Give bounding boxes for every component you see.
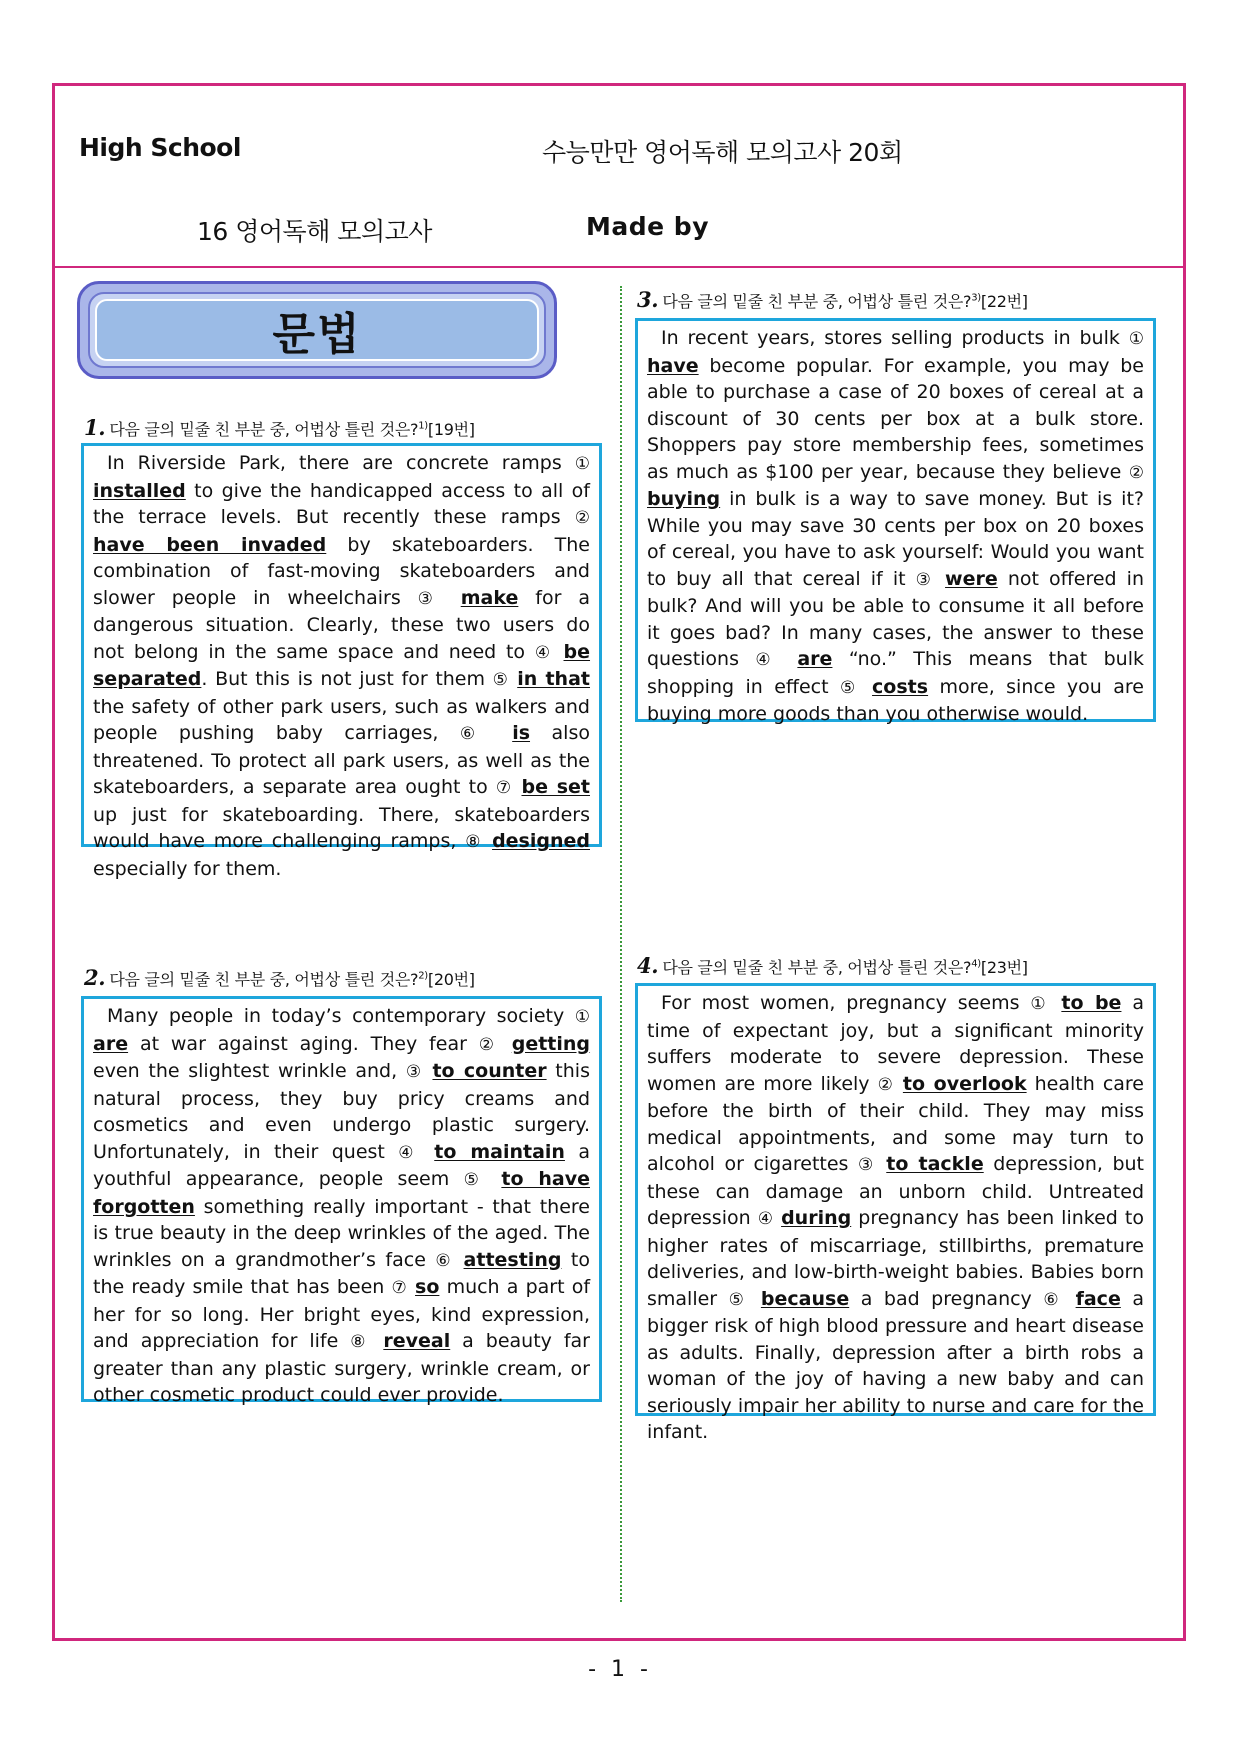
passage-text <box>93 450 590 882</box>
column-divider <box>620 286 622 1602</box>
choice-marker: ④ <box>755 650 781 670</box>
underlined-phrase: are <box>93 1032 129 1055</box>
passage-run: a bad pregnancy <box>849 1287 1044 1310</box>
passage-run <box>749 1288 761 1310</box>
passage-run: In recent years, stores selling products in bulk <box>661 327 1129 349</box>
passage-run <box>444 587 461 609</box>
footnote-ref: 4) <box>971 958 981 970</box>
underlined-phrase: getting <box>511 1032 591 1055</box>
underlined-phrase: installed <box>93 479 186 502</box>
question-prompt: 다음 글의 밑줄 친 부분 중, 어법상 틀린 것은? <box>109 970 419 989</box>
passage-run: For most women, pregnancy seems <box>661 992 1031 1014</box>
underlined-phrase: attesting <box>463 1248 562 1271</box>
underlined-phrase: be separated <box>93 640 591 690</box>
page-number: - 1 - <box>588 1657 652 1682</box>
underlined-phrase: be set <box>521 776 590 798</box>
underlined-phrase: costs <box>872 675 929 698</box>
underlined-phrase: face <box>1075 1287 1121 1310</box>
passage-text <box>647 325 1144 728</box>
passage-run: depression, but these can damage an unborn child. Untreated depression <box>647 1153 1145 1229</box>
made-by-label: Made by <box>586 212 709 241</box>
choice-marker: ④ <box>757 1209 774 1229</box>
passage-text <box>93 1003 590 1409</box>
passage-run: more, since you are buying more goods than you otherwise would. <box>647 675 1144 725</box>
passage-run <box>861 676 872 698</box>
school-name: High School <box>79 133 241 162</box>
question-prompt: 다음 글의 밑줄 친 부분 중, 어법상 틀린 것은? <box>662 292 972 311</box>
passage-run: also threatened. To protect all park users, as well as the skateboarders, a separate area ought to <box>93 722 590 798</box>
choice-marker: ① <box>1030 994 1051 1014</box>
passage-run: much a part of her for so long. Her bright eyes, kind expression, and appreciation for life <box>93 1276 591 1352</box>
underlined-phrase: in that <box>517 668 590 690</box>
question-prompt: 다음 글의 밑줄 친 부분 중, 어법상 틀린 것은? <box>662 958 972 977</box>
passage-run: In Riverside Park, there are concrete ramps <box>107 452 575 474</box>
underlined-phrase: during <box>781 1207 852 1229</box>
question-4-heading <box>637 953 1028 978</box>
underlined-phrase: make <box>460 586 519 609</box>
question-4-passage <box>635 983 1156 1443</box>
underlined-phrase: are <box>797 648 833 670</box>
question-1-passage <box>81 443 602 880</box>
section-banner <box>77 281 557 379</box>
question-number: 4. <box>637 953 659 978</box>
passage-run: up just for skateboarding. There, skateboarders would have more challenging ramps, <box>93 803 590 852</box>
choice-marker: ③ <box>915 569 935 590</box>
underlined-phrase: designed <box>492 830 590 852</box>
section-title: 문법 <box>272 309 362 360</box>
passage-run: pregnancy has been linked to higher rates of miscarriage, stillbirths, premature deliveries, and low-birth-weight babies. Babies born smaller <box>647 1207 1144 1310</box>
choice-marker: ⑥ <box>435 1250 455 1271</box>
passage-run <box>500 1033 512 1055</box>
passage-run <box>781 648 797 670</box>
choice-marker: ⑥ <box>1043 1289 1065 1310</box>
footnote-ref: 2) <box>418 970 428 982</box>
choice-marker: ⑧ <box>350 1332 372 1352</box>
header-divider <box>55 266 1183 268</box>
choice-marker: ⑤ <box>840 677 861 698</box>
passage-run <box>1050 992 1061 1014</box>
passage-run: to the ready smile that has been <box>93 1248 591 1298</box>
choice-marker: ④ <box>398 1142 421 1163</box>
underlined-phrase: because <box>760 1287 850 1310</box>
question-3-passage <box>635 318 1156 725</box>
question-number: 1. <box>84 415 106 440</box>
passage-run: Many people in today’s contemporary society <box>107 1005 575 1027</box>
passage-run <box>371 1330 383 1352</box>
exam-title: 수능만만 영어독해 모의고사 20회 <box>542 138 903 167</box>
passage-run: the safety of other park users, such as walkers and people pushing baby carriages, <box>93 695 590 744</box>
underlined-phrase: were <box>945 567 998 590</box>
underlined-phrase: have <box>647 354 699 377</box>
underlined-phrase: is <box>512 722 531 744</box>
choice-marker: ⑤ <box>728 1289 750 1310</box>
passage-run <box>935 568 945 590</box>
passage-run <box>491 722 513 744</box>
question-2-passage <box>81 996 602 1406</box>
passage-run: become popular. For example, you may be able to purchase a case of 20 boxes of cereal at a discount of 30 cents per box at a bulk store. Shoppers pay store membership fees, sometimes as much as $100 per year, because they believe <box>647 354 1144 483</box>
underlined-phrase: reveal <box>383 1330 451 1352</box>
passage-run: a youthful appearance, people seem <box>93 1140 590 1190</box>
choice-marker: ② <box>478 1034 500 1055</box>
passage-text <box>647 990 1144 1446</box>
question-source: [23번] <box>980 958 1028 977</box>
question-2-heading <box>84 965 475 990</box>
underlined-phrase: to overlook <box>902 1072 1027 1095</box>
choice-marker: ② <box>877 1074 895 1095</box>
underlined-phrase: to have forgotten <box>93 1168 590 1218</box>
question-3-heading <box>637 287 1028 312</box>
choice-marker: ② <box>574 508 590 528</box>
passage-run: this natural process, they buy pricy creams and cosmetics and even undergo plastic surgery. Unfortunately, in their quest <box>93 1060 590 1163</box>
choice-marker: ⑦ <box>391 1278 408 1298</box>
question-source: [20번] <box>427 970 475 989</box>
question-source: [22번] <box>980 292 1028 311</box>
footnote-ref: 1) <box>418 420 428 432</box>
passage-run: something really important - that there is true beauty in the deep wrinkles of the aged. The wrinkles on a grandmother’s face <box>93 1195 590 1271</box>
passage-run: a bigger risk of high blood pressure and heart disease as adults. Finally, depression after a birth robs a woman of the joy of having a new baby and can seriously impair her ability to nurse and care for the infant. <box>647 1287 1145 1443</box>
underlined-phrase: to be <box>1061 992 1122 1014</box>
passage-run: . But this is not just for them <box>201 668 493 690</box>
passage-run: to give the handicapped access to all of the terrace levels. But recently these ramps <box>93 479 590 528</box>
passage-run: “no.” This means that bulk shopping in effect <box>647 648 1144 698</box>
choice-marker: ③ <box>857 1155 877 1175</box>
passage-run: by skateboarders. The combination of fast-moving skateboarders and slower people in wheelchairs <box>93 533 590 609</box>
passage-run <box>454 1249 463 1271</box>
passage-run <box>483 830 492 852</box>
passage-run <box>408 1276 415 1298</box>
choice-marker: ① <box>1128 329 1144 349</box>
passage-run: for a dangerous situation. Clearly, these two users do not belong in the same space and need to <box>93 586 590 663</box>
underlined-phrase: have been invaded <box>93 533 327 556</box>
question-number: 3. <box>637 287 659 312</box>
choice-marker: ③ <box>405 1062 424 1082</box>
passage-run: a beauty far greater than any plastic surgery, wrinkle cream, or other cosmetic product could ever provide. <box>93 1330 590 1406</box>
passage-run <box>877 1153 887 1175</box>
question-prompt: 다음 글의 밑줄 친 부분 중, 어법상 틀린 것은? <box>109 420 419 439</box>
choice-marker: ⑤ <box>492 670 510 690</box>
underlined-phrase: to maintain <box>434 1140 565 1163</box>
passage-run: a time of expectant joy, but a significant minority suffers moderate to severe depression. These women are more likely <box>647 992 1144 1095</box>
passage-run: at war against aging. They fear <box>128 1032 479 1055</box>
passage-run <box>895 1073 903 1095</box>
underlined-phrase: to tackle <box>886 1153 984 1175</box>
passage-run: even the slightest wrinkle and, <box>93 1060 406 1082</box>
choice-marker: ④ <box>534 642 554 663</box>
passage-run: health care before the birth of their child. They may miss medical appointments, and some may turn to alcohol or cigarettes <box>647 1072 1144 1175</box>
passage-run <box>487 1168 501 1190</box>
question-number: 2. <box>84 965 106 990</box>
question-source: [19번] <box>427 420 475 439</box>
underlined-phrase: buying <box>647 488 721 510</box>
choice-marker: ⑤ <box>463 1170 488 1190</box>
choice-marker: ⑧ <box>465 832 484 852</box>
choice-marker: ① <box>574 1007 590 1027</box>
choice-marker: ⑥ <box>459 724 491 744</box>
choice-marker: ① <box>574 454 590 474</box>
underlined-phrase: to counter <box>432 1060 547 1082</box>
passage-run <box>554 641 564 663</box>
passage-run: not offered in bulk? And will you be able to consume it all before it goes bad? In many cases, the answer to these questions <box>647 567 1144 670</box>
passage-run <box>421 1141 434 1163</box>
choice-marker: ③ <box>417 588 444 609</box>
question-1-heading <box>84 415 475 440</box>
passage-run <box>1064 1288 1076 1310</box>
passage-run: in bulk is a way to save money. But is it? While you may save 30 cents per box on 20 boxes of cereal, you have to ask yourself: Would you want to buy all that cereal if it <box>647 488 1144 590</box>
footnote-ref: 3) <box>971 292 981 304</box>
underlined-phrase: so <box>415 1276 440 1298</box>
choice-marker: ⑦ <box>495 778 514 798</box>
exam-subtitle: 16 영어독해 모의고사 <box>197 217 432 246</box>
passage-run: especially for them. <box>93 857 282 880</box>
choice-marker: ② <box>1128 462 1144 483</box>
